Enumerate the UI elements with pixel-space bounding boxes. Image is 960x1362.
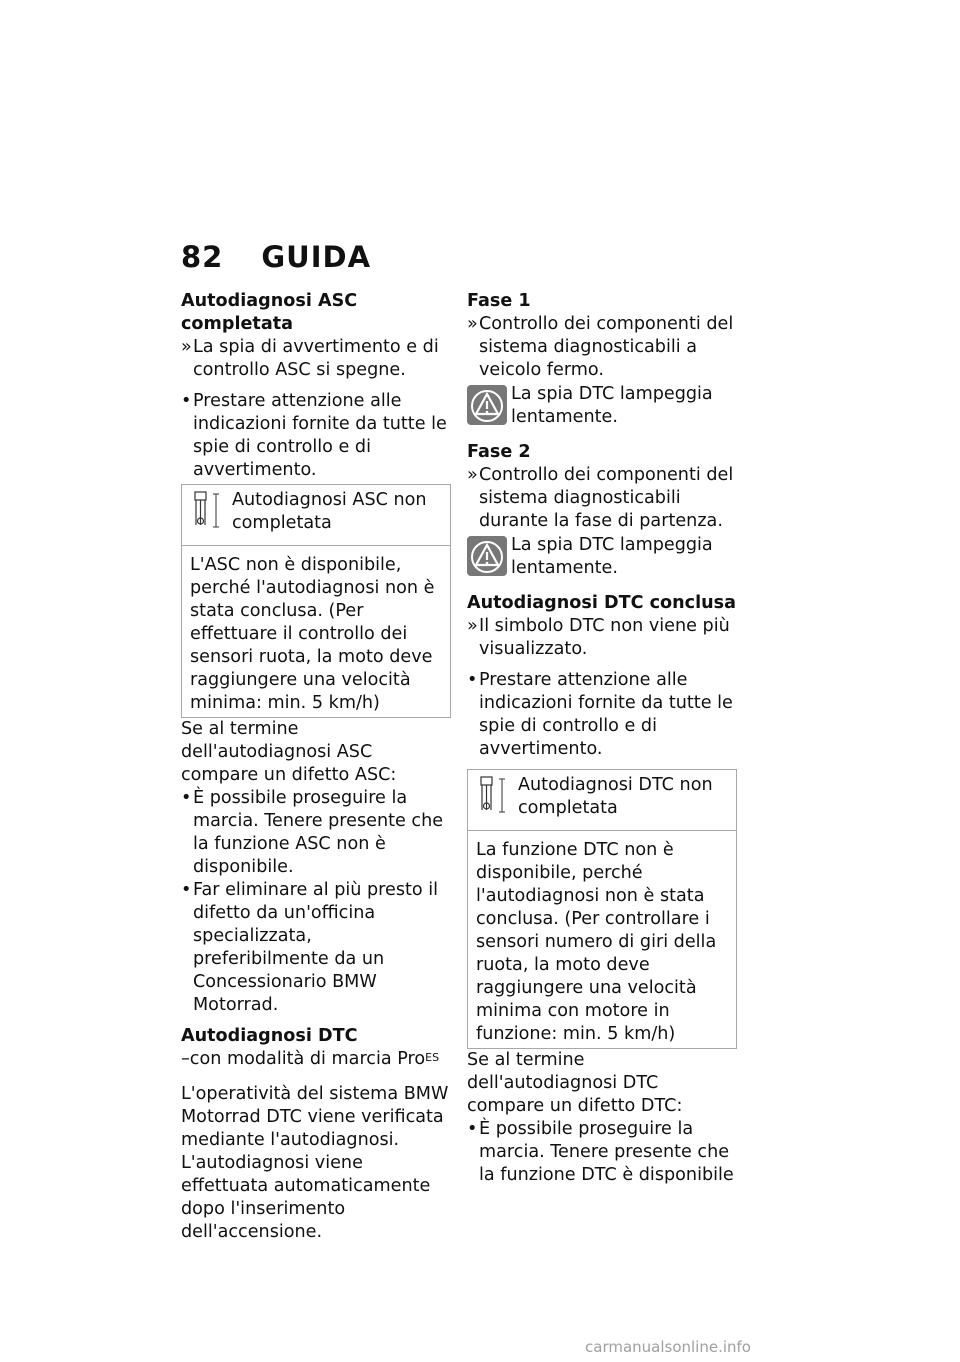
bullet-marker: • (181, 880, 192, 900)
phase2-result (467, 464, 737, 533)
asc-done-bullet (181, 390, 451, 482)
dtc-paragraph: L'operatività del sistema BMW Motorrad DTC viene verificata mediante l'autodiagnosi. L'autodiagnosi viene effettuata automaticamente dopo l'inserimento dell'accensione. (181, 1084, 449, 1242)
bullet-marker: • (467, 1119, 478, 1139)
dtc-warning-light-icon (467, 385, 507, 425)
dtc-warning-light-icon (467, 536, 507, 576)
asc-fault-bullet-1-text: È possibile proseguire la marcia. Tenere presente che la funzione ASC non è disponibile. (193, 788, 444, 877)
asc-fault-bullet-2 (181, 879, 451, 1017)
asc-fault-bullet-2-text: Far eliminare al più presto il difetto da un'officina specializzata, preferibilmente da un Concessionario BMW Motorrad. (193, 880, 439, 1015)
result-marker: » (467, 616, 478, 636)
gauge-warning-icon (476, 774, 518, 818)
asc-warning-body: L'ASC non è disponibile, perché l'autodiagnosi non è stata conclusa. (Per effettuare il controllo dei sensori ruota, la moto deve raggiungere una velocità minima: min. 5 km/h) (190, 555, 435, 713)
dtc-subheading-sup: ES (425, 1051, 440, 1064)
phase2-light-row (467, 534, 737, 580)
bullet-marker: • (181, 391, 192, 411)
asc-fault-intro: Se al termine dell'autodiagnosi ASC compare un difetto ASC: (181, 719, 397, 785)
result-marker: » (467, 465, 478, 485)
gauge-warning-icon (190, 489, 232, 533)
dtc-done-result-text: Il simbolo DTC non viene più visualizzato. (479, 616, 730, 659)
asc-warning-box (181, 484, 451, 718)
page-header (181, 240, 371, 274)
result-marker: » (181, 337, 192, 357)
right-column (467, 290, 737, 1187)
dtc-fault-bullet-1 (467, 1118, 737, 1187)
bullet-marker: • (181, 788, 192, 808)
dtc-fault-bullet-1-text: È possibile proseguire la marcia. Tenere presente che la funzione DTC è disponibile (479, 1119, 734, 1185)
dtc-done-heading: Autodiagnosi DTC conclusa (467, 593, 736, 613)
dtc-warning-box (467, 769, 737, 1049)
dtc-subheading (181, 1048, 451, 1071)
bullet-marker: • (467, 670, 478, 690)
asc-done-result (181, 336, 451, 382)
section-title: GUIDA (261, 240, 372, 274)
asc-fault-bullet-1 (181, 787, 451, 879)
phase2-heading: Fase 2 (467, 442, 531, 462)
result-marker: » (467, 314, 478, 334)
phase2-result-text: Controllo dei componenti del sistema diagnosticabili durante la fase di partenza. (479, 465, 734, 531)
phase2-light-text: La spia DTC lampeggia lentamente. (511, 535, 713, 578)
asc-done-heading: Autodiagnosi ASC completata (181, 291, 358, 334)
phase1-heading: Fase 1 (467, 291, 531, 311)
phase1-light-row (467, 383, 737, 429)
dtc-warning-title: Autodiagnosi DTC non completata (518, 775, 713, 818)
phase1-result-text: Controllo dei componenti del sistema diagnosticabili a veicolo fermo. (479, 314, 734, 380)
dtc-done-result (467, 615, 737, 661)
phase1-result (467, 313, 737, 382)
dtc-done-bullet (467, 669, 737, 761)
dtc-fault-intro: Se al termine dell'autodiagnosi DTC compare un difetto DTC: (467, 1050, 683, 1116)
watermark: carmanualsonline.info (585, 1338, 751, 1356)
asc-done-result-text: La spia di avvertimento e di controllo ASC si spegne. (193, 337, 439, 380)
phase1-light-text: La spia DTC lampeggia lentamente. (511, 384, 713, 427)
asc-done-bullet-text: Prestare attenzione alle indicazioni fornite da tutte le spie di controllo e di avvertimento. (193, 391, 447, 480)
dtc-warning-body: La funzione DTC non è disponibile, perché l'autodiagnosi non è stata conclusa. (Per controllare i sensori numero di giri della ruota, la moto deve raggiungere una velocità minima con motore in funzione: min. 5 km/h) (476, 840, 717, 1044)
asc-warning-title: Autodiagnosi ASC non completata (232, 490, 427, 533)
dtc-subheading-text: –con modalità di marcia Pro (181, 1049, 426, 1069)
dtc-heading: Autodiagnosi DTC (181, 1026, 358, 1046)
left-column (181, 290, 451, 1244)
dtc-done-bullet-text: Prestare attenzione alle indicazioni fornite da tutte le spie di controllo e di avvertimento. (479, 670, 733, 759)
page-number: 82 (181, 240, 224, 274)
